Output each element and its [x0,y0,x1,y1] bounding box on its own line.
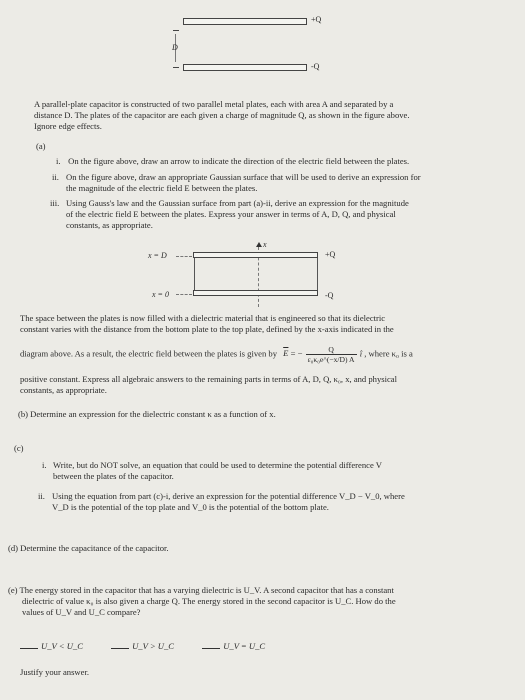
part-c-label: (c) [14,443,24,453]
part-c-i-line: between the plates of the capacitor. [53,471,174,481]
dielectric-line: , where κ₀ is a [364,348,413,359]
part-a-iii [50,198,409,231]
dielectric-line: constants, as appropriate. [20,385,107,395]
second-bottom-plate [193,290,318,296]
answer-blank[interactable] [111,648,129,649]
option-greater[interactable] [111,641,176,651]
part-e-line: dielectric of value κ₀ is also given a charge Q. The energy stored in the second capacitor is U_C. How do the [22,596,396,606]
dielectric-line: The space between the plates is now filled with a dielectric material that is engineered so that its dielectric [20,313,386,323]
part-a-iii-line: Using Gauss's law and the Gaussian surface from part (a)-ii, derive an expression for the magnitude [66,198,409,208]
x-top-dash [176,256,192,257]
part-a-ii-line: the magnitude of the electric field E between the plates. [66,183,258,193]
part-a-ii-line: On the figure above, draw an appropriate Gaussian surface that will be used to derive an expression for [66,172,421,182]
part-c-ii-line: V_D is the potential of the top plate and V_0 is the potential of the bottom plate. [52,502,329,512]
distance-label: D [172,43,178,52]
part-a-ii-label: ii. [52,172,59,182]
second-top-charge: +Q [325,250,336,259]
intro-line: A parallel-plate capacitor is constructed of two parallel metal plates, each with area A and separated by a [34,99,394,109]
bottom-plate [183,64,307,71]
x-axis-label: x [263,240,267,249]
compare-options [20,641,265,652]
field-fraction [306,345,357,364]
answer-blank[interactable] [20,648,38,649]
part-a-i [56,156,409,167]
dielectric-line: diagram above. As a result, the electric field between the plates is given by [20,348,278,359]
part-c-ii-line: Using the equation from part (c)-i, derive an expression for the potential difference V_D − V_0, where [52,491,405,501]
top-plate [183,18,307,25]
field-equals: = − [290,348,303,359]
field-vector: $\overline{E}$ [283,348,289,359]
part-a-iii-label: iii. [50,198,60,208]
option-equal[interactable] [202,641,265,651]
option-less[interactable] [20,641,85,651]
part-c-i-line: Write, but do NOT solve, an equation that could be used to determine the potential difference V [53,460,382,470]
part-e [8,585,518,618]
top-plate-charge: +Q [311,15,322,24]
part-a-iii-line: of the electric field E between the plates. Express your answer in terms of A, D, Q, and physical [66,209,396,219]
bottom-plate-charge: -Q [311,62,320,71]
intro-line: Ignore edge effects. [34,121,102,131]
part-c-ii-label: ii. [38,491,45,501]
option-equal-label: U_V = U_C [223,641,266,651]
x-bottom-label: x = 0 [152,290,169,299]
part-d: (d) Determine the capacitance of the capacitor. [8,543,169,553]
part-a-ii [52,172,421,194]
dielectric-paragraph [20,313,510,335]
dielectric-line: positive constant. Express all algebraic answers to the remaining parts in terms of A, D, Q, κ₀, x, and physical [20,374,398,384]
part-e-line: (e) The energy stored in the capacitor that has a varying dielectric is U_V. A second capacitor that has a constant [8,585,394,595]
justify-prompt: Justify your answer. [20,667,89,677]
intro-line: distance D. The plates of the capacitor are each given a charge of magnitude Q, as shown in the figure above. [34,110,410,120]
option-greater-label: U_V > U_C [132,641,175,651]
part-a-i-text: On the figure above, draw an arrow to indicate the direction of the electric field between the plates. [68,156,410,166]
fraction-denominator: ε₀κ₀e^(−x/D) A [307,355,355,364]
x-top-label: x = D [148,251,167,260]
part-e-line: values of U_V and U_C compare? [22,607,141,617]
part-a-iii-line: constants, as appropriate. [66,220,153,230]
dielectric-paragraph-end [20,374,510,396]
x-bottom-dash [176,294,192,295]
dielectric-region [194,258,318,290]
second-bottom-charge: -Q [325,291,334,300]
part-b: (b) Determine an expression for the dielectric constant κ as a function of x. [18,409,276,419]
answer-blank[interactable] [202,648,220,649]
intro-paragraph [34,99,504,132]
x-axis-arrowhead [256,242,262,247]
dielectric-line: constant varies with the distance from the bottom plate to the top plate, defined by the x-axis indicated in the [20,324,394,334]
part-c-ii [38,491,405,513]
fraction-numerator: Q [306,345,357,355]
option-less-label: U_V < U_C [41,641,83,651]
part-c-i [42,460,382,482]
field-equation-line [20,345,413,364]
unit-vector: î [359,348,363,359]
part-a-label: (a) [36,141,46,151]
part-c-i-label: i. [42,460,47,470]
part-a-i-label: i. [56,156,61,166]
